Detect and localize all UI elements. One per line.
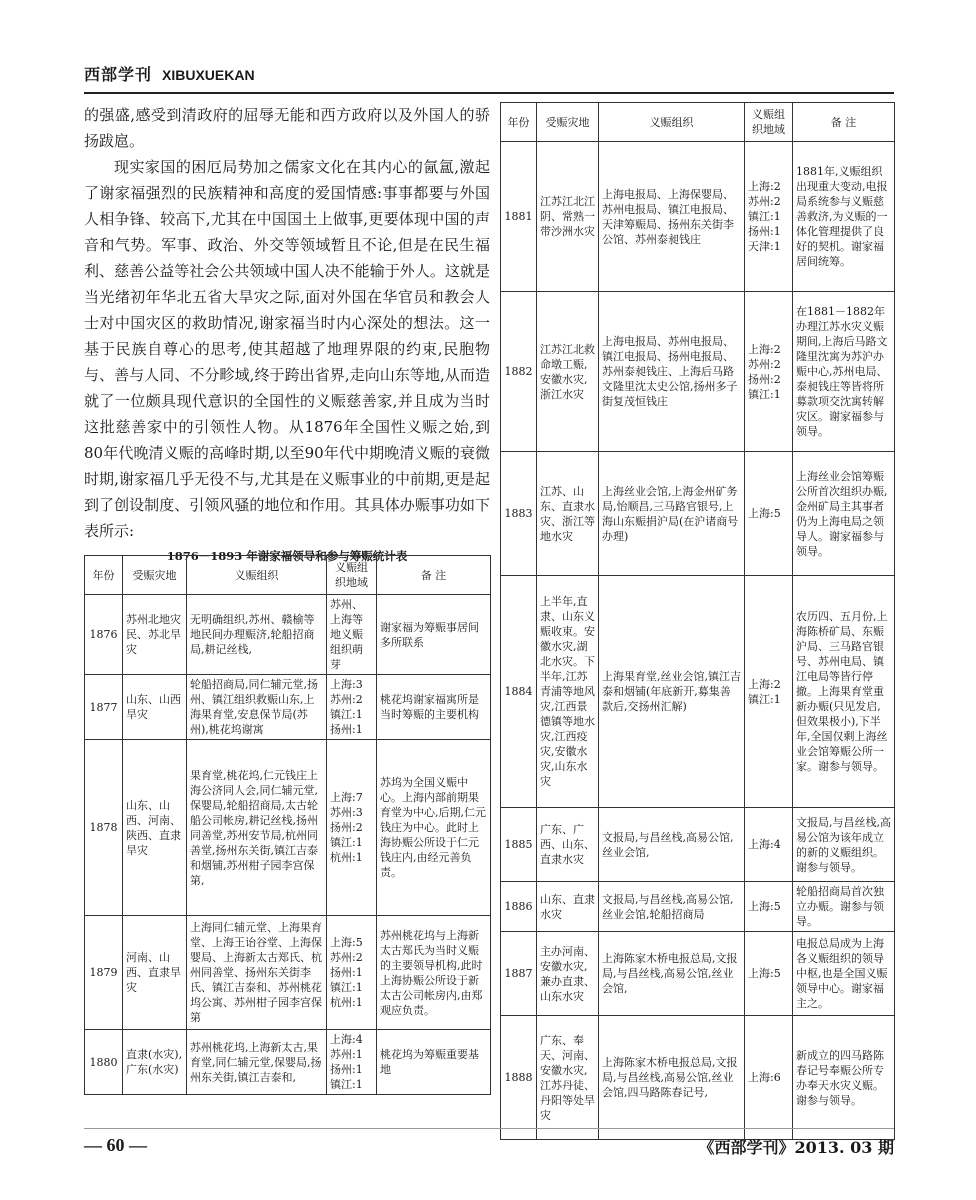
cell-org: 上海丝业会馆,上海金州矿务局,怡顺昌,三马路官银号,上海山东赈捐沪局(在沪诸商号办理): [599, 452, 745, 576]
cell-note: 上海丝业会馆筹赈公所首次组织办赈,金州矿局主其事者仍为上海电局之领导人。谢家福参与领导。: [793, 452, 895, 576]
col-header-org: 义赈组织: [187, 556, 327, 595]
cell-year: 1877: [85, 675, 123, 740]
cell-org: 苏州桃花坞,上海新太古,果育堂,同仁辅元堂,保婴局,扬州东关街,镇江吉泰和,: [187, 1030, 327, 1095]
cell-region: 上海:5 苏州:2 扬州:1 镇江:1 杭州:1: [327, 916, 377, 1030]
cell-note: 苏州桃花坞与上海新太古郑氏为当时义赈的主要领导机构,此时上海协赈公所设于新太古公司帐房内,由郑观应负责。: [377, 916, 491, 1030]
cell-note: 桃花坞谢家福寓所是当时筹赈的主要机构: [377, 675, 491, 740]
cell-area: 苏州北地灾民、苏北旱灾: [123, 595, 187, 675]
journal-latin-name: XIBUXUEKAN: [162, 67, 255, 83]
issue-label: 《西部学刊》2013. 03 期: [698, 1138, 894, 1157]
cell-area: 上半年,直隶、山东义赈收束。安徽水灾,湖北水灾。下半年,江苏青浦等地风灾,江西景德镇等地水灾,江西疫灾,安徽水灾,山东水灾: [537, 576, 599, 808]
table-caption: 1876－1893 年谢家福领导和参与筹赈统计表: [166, 549, 408, 563]
table-right-container: [500, 102, 894, 1140]
cell-note: 农历四、五月份,上海陈桥矿局、东赈沪局、三马路官银号、苏州电局、镇江电局等皆行停撤。上海果育堂重新办赈(只见发启,但效果极小),下半年,全国仅剩上海丝业会馆筹赈公所一家。谢参与领导。: [793, 576, 895, 808]
table-header-row: [85, 556, 491, 595]
cell-year: 1882: [501, 292, 537, 452]
col-header-year: 年份: [501, 103, 537, 142]
cell-region: 上海:2 苏州:2 镇江:1 扬州:1 天津:1: [745, 142, 793, 292]
cell-note: 苏坞为全国义赈中心。上海内部前期果育堂为中心,后期,仁元钱庄为中心。此时上海协赈公所设于仁元钱庄内,由经元善负责。: [377, 740, 491, 916]
table-row: [85, 675, 491, 740]
table-header-row: [501, 103, 895, 142]
table-row: [85, 1030, 491, 1095]
cell-org: 轮船招商局,同仁辅元堂,扬州、镇江组织救赈山东,上海果育堂,安息保节局(苏州),桃花坞谢寓: [187, 675, 327, 740]
cell-year: 1885: [501, 808, 537, 882]
table-row: [85, 595, 491, 675]
cell-org: 上海电报局、上海保婴局、苏州电报局、镇江电报局、天津筹赈局、扬州东关街李公馆、苏州泰昶钱庄: [599, 142, 745, 292]
cell-org: 上海电报局、苏州电报局、镇江电报局、扬州电报局、苏州泰昶钱庄、上海后马路文隆里沈太史公馆,扬州多子街复茂恒钱庄: [599, 292, 745, 452]
cell-region: 上海:7 苏州:3 扬州:2 镇江:1 杭州:1: [327, 740, 377, 916]
running-header: [84, 62, 894, 90]
table-row: [501, 808, 895, 882]
page-footer: [84, 1128, 894, 1159]
table-row: [501, 142, 895, 292]
cell-region: 上海:2 镇江:1: [745, 576, 793, 808]
col-header-region: 义赈组织地域: [745, 103, 793, 142]
cell-note: 桃花坞为筹赈重要基地: [377, 1030, 491, 1095]
table-row: [501, 882, 895, 932]
journal-name: 西部学刊: [84, 65, 153, 84]
relief-table-left: [84, 555, 491, 1095]
header-rule: [84, 92, 894, 94]
col-header-org: 义赈组织: [599, 103, 745, 142]
table-row: [501, 932, 895, 1016]
paragraph: 的强盛,感受到清政府的屈辱无能和西方政府以及外国人的骄扬跋扈。: [84, 106, 490, 150]
cell-area: 直隶(水灾),广东(水灾): [123, 1030, 187, 1095]
cell-note: 文报局,与昌丝栈,高易公馆为该年成立的新的义赈组织。谢参与领导。: [793, 808, 895, 882]
cell-org: 上海陈家木桥电报总局,文报局,与昌丝栈,高易公馆,丝业会馆,: [599, 932, 745, 1016]
col-header-note: 备 注: [377, 556, 491, 595]
cell-region: 上海:6: [745, 1016, 793, 1140]
col-header-area: 受赈灾地: [537, 103, 599, 142]
cell-note: 新成立的四马路陈春记号奉赈公所专办奉天水灾义赈。谢参与领导。: [793, 1016, 895, 1140]
relief-table-right: [500, 102, 895, 1140]
cell-org: 文报局,与昌丝栈,高易公馆,丝业会馆,轮船招商局: [599, 882, 745, 932]
table-row: [85, 740, 491, 916]
cell-area: 河南、山西、直隶旱灾: [123, 916, 187, 1030]
col-header-region: 义赈组织地域: [327, 556, 377, 595]
paragraph: 现实家国的困厄局势加之儒家文化在其内心的氤氲,激起了谢家福强烈的民族精神和高度的爱国情感:事事都要与外国人相争锋、较高下,尤其在中国国土上做事,更要体现中国的声音和气势。军事、政治、外交等领域暂且不论,但是在民生福利、慈善公益等社会公共领域中国人决不能输于外人。这就是当光绪初年华北五省大旱灾之际,面对外国在华官员和教会人士对中国灾区的救助情况,谢家福当时内心深处的想法。这一基于民族自尊心的思考,使其超越了地理界限的约束,民胞物与、善与人同、不分畛域,终于跨出省界,走向山东等地,从而造就了一位颇具现代意识的全国性的义赈慈善家,并且成为当时这批慈善家中的引领性人物。从1876年全国性义赈之始,到80年代晚清义赈的高峰时期,以至90年代中期晚清义赈的衰微时期,谢家福几乎无役不与,尤其是在义赈事业的中前期,更是起到了创设制度、引领风骚的地位和作用。其具体办赈事功如下表所示:: [84, 158, 490, 540]
cell-area: 广东、奉天、河南、安徽水灾,江苏丹徒、丹阳等处旱灾: [537, 1016, 599, 1140]
cell-region: 上海:3 苏州:2 镇江:1 扬州:1: [327, 675, 377, 740]
cell-year: 1887: [501, 932, 537, 1016]
cell-year: 1884: [501, 576, 537, 808]
cell-area: 山东、直隶水灾: [537, 882, 599, 932]
cell-org: 无明确组织,苏州、赣榆等地民间办理赈济,轮船招商局,耕记丝栈,: [187, 595, 327, 675]
col-header-year: 年份: [85, 556, 123, 595]
cell-org: 文报局,与昌丝栈,高易公馆,丝业会馆,: [599, 808, 745, 882]
cell-year: 1881: [501, 142, 537, 292]
cell-region: 上海:5: [745, 882, 793, 932]
cell-region: 上海:5: [745, 932, 793, 1016]
table-row: [501, 292, 895, 452]
cell-note: 电报总局成为上海各义赈组织的领导中枢,也是全国义赈领导中心。谢家福主之。: [793, 932, 895, 1016]
cell-year: 1876: [85, 595, 123, 675]
cell-area: 山东、山西旱灾: [123, 675, 187, 740]
cell-note: 轮船招商局首次独立办赈。谢参与领导。: [793, 882, 895, 932]
cell-region: 苏州、上海等地义赈组织萌芽: [327, 595, 377, 675]
col-header-area: 受赈灾地: [123, 556, 187, 595]
cell-area: 广东、广西、山东、直隶水灾: [537, 808, 599, 882]
cell-area: 江苏江北救命墩工赈,安徽水灾,浙江水灾: [537, 292, 599, 452]
page-number: — 60 —: [84, 1135, 147, 1155]
cell-area: 江苏江北江阴、常熟一带沙洲水灾: [537, 142, 599, 292]
table-row: [501, 452, 895, 576]
cell-year: 1878: [85, 740, 123, 916]
cell-year: 1880: [85, 1030, 123, 1095]
cell-org: 上海果育堂,丝业会馆,镇江吉泰和烟铺(年底新开,募集善款后,交扬州汇解): [599, 576, 745, 808]
cell-year: 1879: [85, 916, 123, 1030]
col-header-note: 备 注: [793, 103, 895, 142]
cell-year: 1886: [501, 882, 537, 932]
table-row: [501, 576, 895, 808]
cell-region: 上海:4: [745, 808, 793, 882]
left-column: [84, 102, 490, 572]
cell-org: 果育堂,桃花坞,仁元钱庄上海公济同人会,同仁辅元堂,保婴局,轮船招商局,太古轮船公司帐房,耕记丝栈,扬州同善堂,苏州安节局,杭州同善堂,扬州东关街,镇江吉泰和烟铺,苏州柑子园李宫保第,: [187, 740, 327, 916]
cell-org: 上海同仁辅元堂、上海果育堂、上海王诒谷堂、上海保婴局、上海新太古郑氏、杭州同善堂、扬州东关街李氏、镇江吉泰和、苏州桃花坞公寓、苏州柑子园李宫保第: [187, 916, 327, 1030]
cell-region: 上海:2 苏州:2 扬州:2 镇江:1: [745, 292, 793, 452]
cell-note: 1881年,义赈组织出现重大变动,电报局系统参与义赈慈善救济,为义赈的一体化管理提供了良好的契机。谢家福居间统筹。: [793, 142, 895, 292]
cell-year: 1888: [501, 1016, 537, 1140]
table-row: [85, 916, 491, 1030]
cell-area: 主办河南、安徽水灾,兼办直隶、山东水灾: [537, 932, 599, 1016]
cell-year: 1883: [501, 452, 537, 576]
cell-region: 上海:4 苏州:1 扬州:1 镇江:1: [327, 1030, 377, 1095]
cell-area: 山东、山西、河南、陕西、直隶旱灾: [123, 740, 187, 916]
cell-note: 在1881－1882年办理江苏水灾义赈期间,上海后马路文隆里沈寓为苏沪办赈中心,苏州电局、泰昶钱庄等皆将所募款项交沈寓转解灾区。谢家福参与领导。: [793, 292, 895, 452]
cell-area: 江苏、山东、直隶水灾、浙江等地水灾: [537, 452, 599, 576]
table-row: [501, 1016, 895, 1140]
cell-org: 上海陈家木桥电报总局,文报局,与昌丝栈,高易公馆,丝业会馆,四马路陈春记号,: [599, 1016, 745, 1140]
cell-note: 谢家福为筹赈事居间多所联系: [377, 595, 491, 675]
cell-region: 上海:5: [745, 452, 793, 576]
table-left-container: [84, 555, 490, 1095]
